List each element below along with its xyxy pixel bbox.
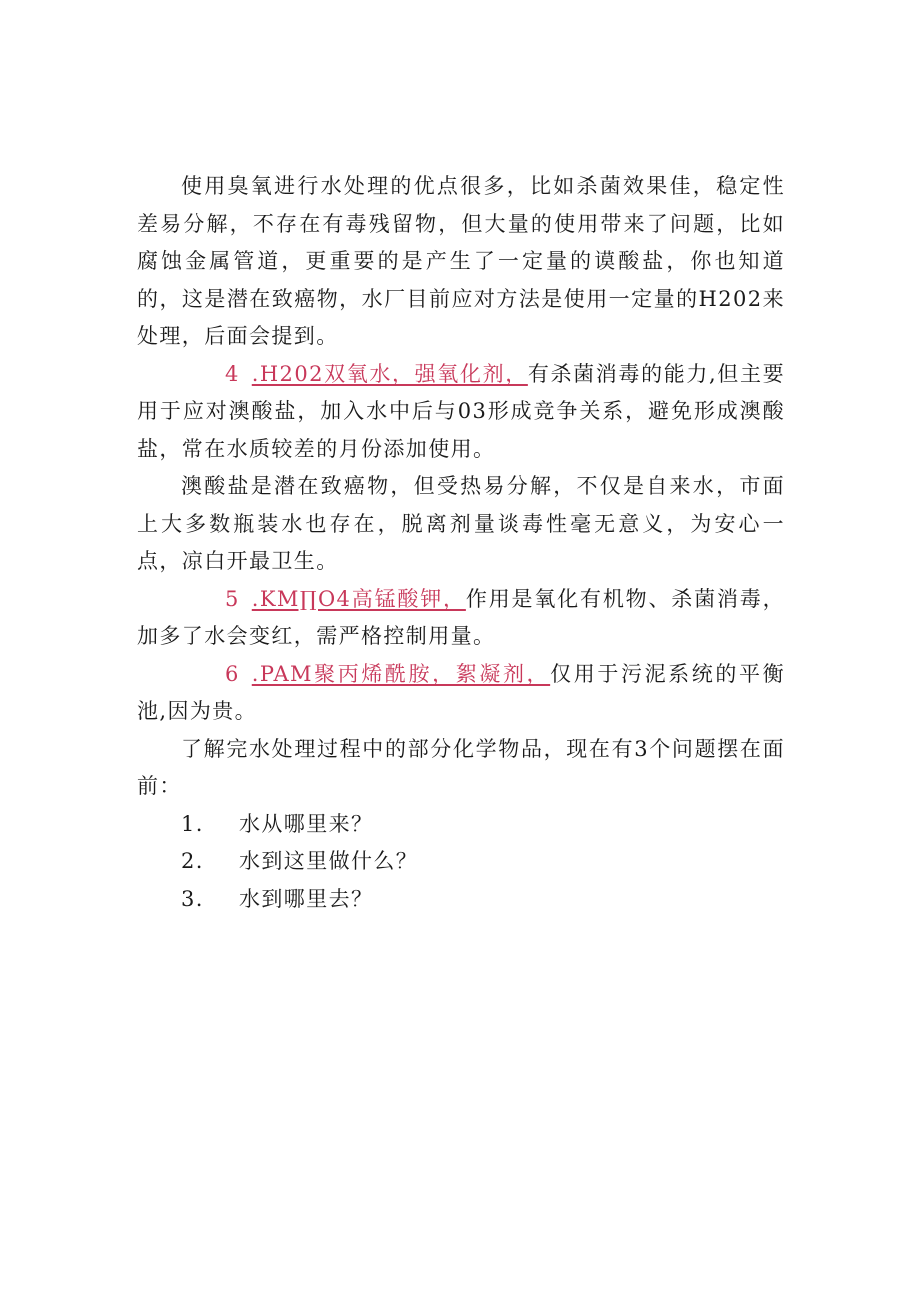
list-item	[137, 881, 785, 919]
section-number: 5	[225, 586, 240, 611]
section-number: 4	[225, 361, 240, 386]
list-item-text: 水从哪里来？	[239, 811, 374, 836]
paragraph-summary: 了解完水处理过程中的部分化学物品，现在有3个问题摆在面前：	[137, 736, 785, 798]
section-heading-text: .PAM聚丙烯酰胺，絮凝剂，	[251, 661, 551, 686]
section-heading-h2o2	[181, 362, 528, 386]
paragraph-kmno4	[137, 581, 785, 656]
paragraph-bromate: 澳酸盐是潜在致癌物，但受热易分解，不仅是自来水，市面上大多数瓶装水也存在，脱离剂量谈毒性毫无意义，为安心一点，凉白开最卫生。	[137, 474, 785, 573]
question-list	[137, 806, 785, 919]
section-body-text: 有杀菌消毒的能力,但主要用于应对澳酸盐，加入水中后与03形成竞争关系，避免形成澳酸盐，常在水质较差的月份添加使用。	[137, 361, 785, 461]
paragraph-pam	[137, 656, 785, 731]
list-item-text: 水到这里做什么？	[239, 849, 419, 873]
section-heading-kmno4	[181, 587, 466, 611]
section-heading-text: .KM∏O4高锰酸钾，	[251, 586, 466, 611]
paragraph-h2o2	[137, 356, 785, 469]
paragraph-ozone: 使用臭氧进行水处理的优点很多，比如杀菌效果佳，稳定性差易分解，不存在有毒残留物，但大量的使用带来了问题，比如腐蚀金属管道，更重要的是产生了一定量的谟酸盐，你也知道的，这是潜在致癌物，水厂目前应对方法是使用一定量的H202来处理，后面会提到。	[137, 174, 785, 348]
list-item-number: 3.	[181, 886, 204, 911]
section-heading-pam	[181, 662, 550, 686]
section-body-text: 仅用于污泥系统的平衡池,因为贵。	[137, 661, 785, 723]
section-number: 6	[225, 661, 240, 686]
section-heading-text: .H202双氧水，强氧化剂，	[251, 361, 528, 386]
list-item	[137, 806, 785, 844]
list-item	[137, 843, 785, 881]
list-item-number: 2.	[181, 849, 204, 873]
list-item-text: 水到哪里去？	[239, 886, 374, 911]
list-item-number: 1.	[181, 811, 204, 836]
document-page	[137, 168, 785, 918]
section-body-text: 作用是氧化有机物、杀菌消毒，加多了水会变红，需严格控制用量。	[137, 586, 785, 648]
